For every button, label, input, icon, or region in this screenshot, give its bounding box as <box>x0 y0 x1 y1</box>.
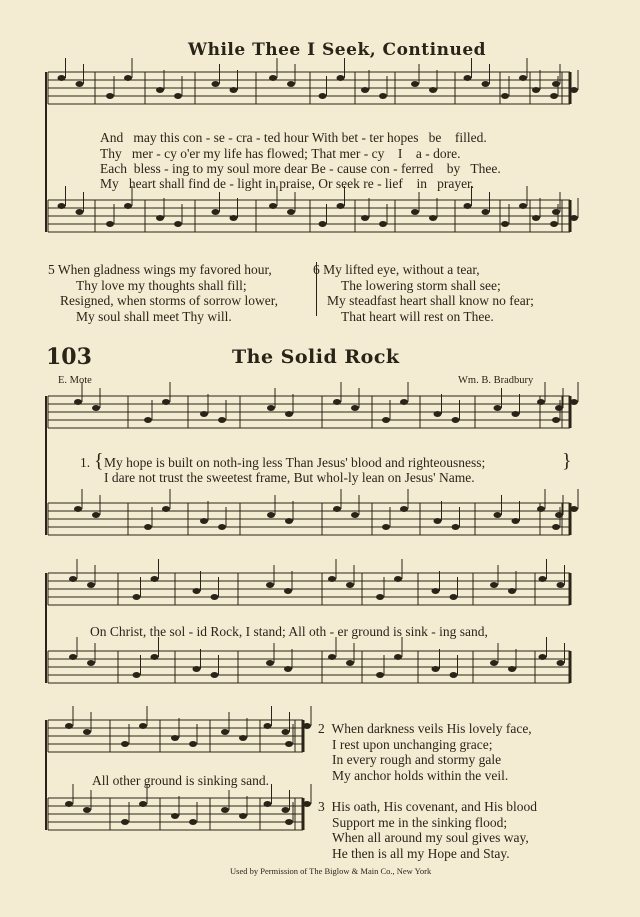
hymn-number: 103 <box>46 344 92 370</box>
verse-3: 3 His oath, His covenant, and His blood Support me in the sinking flood; When all around my soul gives way, He then is all my Hope and Stay. <box>318 799 537 861</box>
verse-5: 5 When gladness wings my favored hour, Thy love my thoughts shall fill; Resigned, when storms of sorrow lower, My soul shall meet Thy will. <box>48 262 279 324</box>
lyric-line-4: My heart shall find de - light in praise, Or seek re - lief in prayer. <box>100 176 475 191</box>
verse-1-number: 1. <box>80 455 91 470</box>
lyric-line-2: Thy mer - cy o'er my life has flowed; That mer - cy I a - dore. <box>100 146 461 161</box>
hymn-line-3: All other ground is sinking sand. <box>92 773 269 788</box>
brace-right: } <box>562 450 572 472</box>
verse-2: 2 When darkness veils His lovely face, I rest upon unchanging grace; In every rough and stormy gale My anchor holds within the veil. <box>318 721 532 783</box>
lyric-line-3: Each bless - ing to my soul more dear Be - cause con - ferred by Thee. <box>100 161 501 176</box>
hymn-line-1-alt: I dare not trust the sweetest frame, But whol-ly lean on Jesus' Name. <box>104 470 475 485</box>
continued-title: While Thee I Seek, Continued <box>188 40 487 60</box>
author: E. Mote <box>58 375 92 386</box>
composer: Wm. B. Bradbury <box>458 375 534 386</box>
hymn-title: The Solid Rock <box>232 346 400 368</box>
verse-6: 6 My lifted eye, without a tear, The lowering storm shall see; My steadfast heart shall know no fear; That heart will rest on Thee. <box>313 262 534 324</box>
brace-left: { <box>94 450 104 472</box>
hymn-line-1: My hope is built on noth-ing less Than Jesus' blood and righteousness; <box>104 455 486 470</box>
permission-footer: Used by Permission of The Biglow & Main Co., New York <box>230 866 432 876</box>
lyric-line-1: And may this con - se - cra - ted hour With bet - ter hopes be filled. <box>100 130 487 145</box>
hymn-line-2: On Christ, the sol - id Rock, I stand; All oth - er ground is sink - ing sand, <box>90 624 488 639</box>
